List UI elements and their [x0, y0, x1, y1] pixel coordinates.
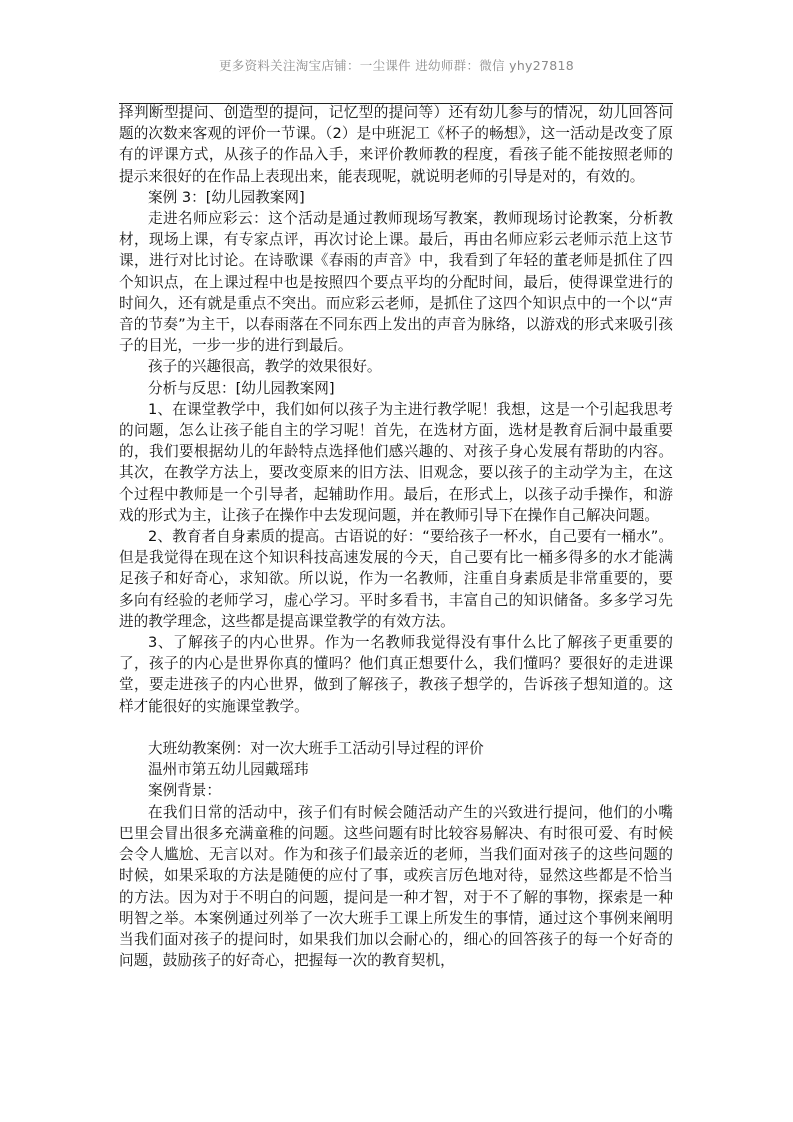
analysis-point-1: 1、在课堂教学中，我们如何以孩子为主进行教学呢！我想，这是一个引起我思考的问题，怎么让孩子能自主的学习呢！首先，在选材方面，选材是教育后洞中最重要的，我们要根据幼儿的年龄特点选择他们感兴趣的、对孩子身心发展有帮助的内容。其次，在教学方法上，要改变原来的旧方法、旧观念，要以孩子的主动学为主，在这个过程中教师是一个引导者，起辅助作用。最后，在形式上，以孩子动手操作，和游戏的形式为主，让孩子在操作中去发现问题，并在教师引导下在操作自己解决问题。 [119, 400, 673, 524]
paragraph-continuation: 择判断型提问、创造型的提问，记忆型的提问等）还有幼儿参与的情况，幼儿回答问题的次数来客观的评价一节课。（2）是中班泥工《杯子的畅想》，这一活动是改变了原有的评课方式，从孩子的作品入手，来评价教师教的程度，看孩子能不能按照老师的提示来很好的在作品上表现出来，能表现呢，就说明老师的引导是对的，有效的。 [119, 104, 673, 185]
article-author: 温州市第五幼儿园戴瑶玮 [148, 761, 309, 779]
case-3-heading: 案例 3：[幼儿园教案网] [148, 188, 305, 206]
blank-line [119, 717, 673, 738]
article-title: 大班幼教案例：对一次大班手工活动引导过程的评价 [148, 740, 484, 758]
analysis-heading: 分析与反思：[幼儿园教案网] [148, 379, 335, 397]
document-body [119, 102, 673, 971]
analysis-point-3: 3、了解孩子的内心世界。作为一名教师我觉得没有事什么比了解孩子更重要的了，孩子的内心是世界你真的懂吗？他们真正想要什么，我们懂吗？要很好的走进课堂，要走进孩子的内心世界，做到了解孩子，教孩子想学的，告诉孩子想知道的。这样才能很好的实施课堂教学。 [119, 634, 673, 715]
background-heading: 案例背景： [148, 782, 221, 800]
paragraph-interest: 孩子的兴趣很高，教学的效果很好。 [148, 358, 382, 376]
header-note: 更多资料关注淘宝店铺：一尘课件 进幼师群：微信 yhy27818 [218, 58, 575, 73]
analysis-point-2: 2、教育者自身素质的提高。古语说的好：“要给孩子一杯水，自己要有一桶水”。但是我觉得在现在这个知识科技高速发展的今天，自己要有比一桶多得多的水才能满足孩子和好奇心，求知欲。所以说，作为一名教师，注重自身素质是非常重要的，要多向有经验的老师学习，虚心学习。平时多看书，丰富自己的知识储备。多多学习先进的教学理念，这些都是提高课堂教学的有效方法。 [119, 528, 673, 630]
paragraph-background: 在我们日常的活动中，孩子们有时候会随活动产生的兴致进行提问，他们的小嘴巴里会冒出很多充满童稚的问题。这些问题有时比较容易解决、有时很可爱、有时候会令人尴尬、无言以对。作为和孩子们最亲近的老师，当我们面对孩子的这些问题的时候，如果采取的方法是随便的应付了事，或疾言厉色地对待，显然这些都是不恰当的方法。因为对于不明白的问题，提问是一种才智，对于不了解的事物，探索是一种明智之举。本案例通过列举了一次大班手工课上所发生的事情，通过这个事例来阐明当我们面对孩子的提问时，如果我们加以会耐心的，细心的回答孩子的每一个好奇的问题，鼓励孩子的好奇心，把握每一次的教育契机， [119, 803, 673, 970]
paragraph-master-teacher: 走进名师应彩云：这个活动是通过教师现场写教案，教师现场讨论教案，分析教材，现场上课，有专家点评，再次讨论上课。最后，再由名师应彩云老师示范上这节课，进行对比讨论。在诗歌课《春雨的声音》中，我看到了年轻的董老师是抓住了四个知识点，在上课过程中也是按照四个要点平均的分配时间，最后，使得课堂进行的时间久，还有就是重点不突出。而应彩云老师，是抓住了这四个知识点中的一个以“声音的节奏”为主干，以春雨落在不同东西上发出的声音为脉络，以游戏的形式来吸引孩子的目光，一步一步的进行到最后。 [119, 210, 673, 355]
